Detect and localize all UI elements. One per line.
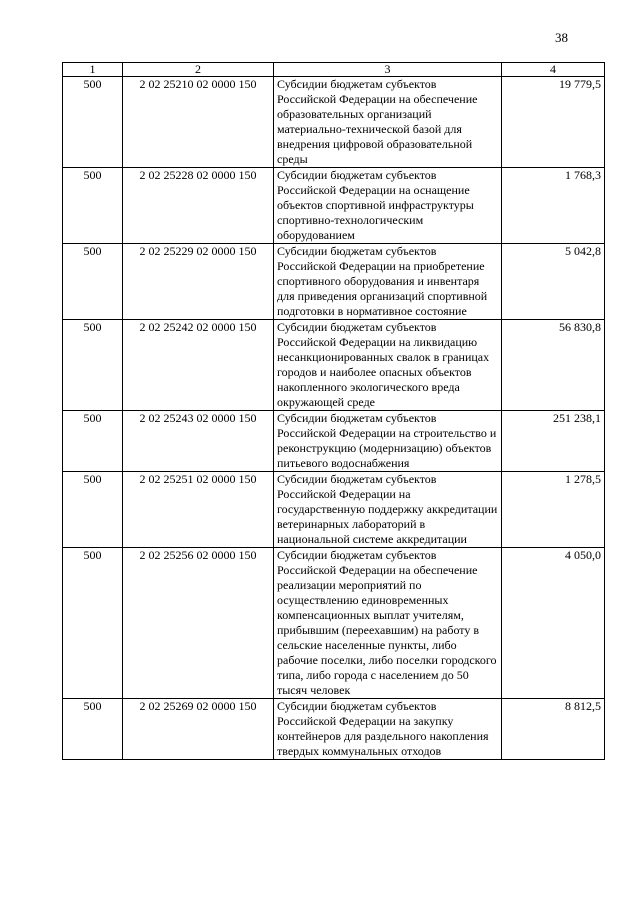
- admin-code-cell: 500: [63, 699, 123, 760]
- admin-code-cell: 500: [63, 168, 123, 244]
- description-cell: Субсидии бюджетам субъектов Российской Федерации на обеспечение образовательных организаций материально-технической базой для внедрения цифровой образовательной среды: [274, 77, 502, 168]
- budget-code-cell: 2 02 25228 02 0000 150: [123, 168, 274, 244]
- amount-cell: 5 042,8: [502, 244, 605, 320]
- table-row: [63, 472, 605, 548]
- admin-code-cell: 500: [63, 244, 123, 320]
- header-cell-name: 3: [274, 63, 502, 77]
- table-row: [63, 548, 605, 699]
- table-row: [63, 699, 605, 760]
- page-number: 38: [555, 30, 568, 45]
- amount-cell: 1 278,5: [502, 472, 605, 548]
- header-row: [63, 63, 605, 77]
- description-cell: Субсидии бюджетам субъектов Российской Федерации на оснащение объектов спортивной инфраструктуры спортивно-технологическим оборудованием: [274, 168, 502, 244]
- table-row: [63, 244, 605, 320]
- budget-code-cell: 2 02 25210 02 0000 150: [123, 77, 274, 168]
- admin-code-cell: 500: [63, 548, 123, 699]
- budget-code-cell: 2 02 25242 02 0000 150: [123, 320, 274, 411]
- table-row: [63, 77, 605, 168]
- admin-code-cell: 500: [63, 472, 123, 548]
- description-cell: Субсидии бюджетам субъектов Российской Федерации на государственную поддержку аккредитации ветеринарных лабораторий в национальной системе аккредитации: [274, 472, 502, 548]
- amount-cell: 1 768,3: [502, 168, 605, 244]
- table-row: [63, 411, 605, 472]
- budget-code-cell: 2 02 25243 02 0000 150: [123, 411, 274, 472]
- amount-cell: 8 812,5: [502, 699, 605, 760]
- header-cell-admin: 1: [63, 63, 123, 77]
- header-cell-code: 2: [123, 63, 274, 77]
- description-cell: Субсидии бюджетам субъектов Российской Федерации на ликвидацию несанкционированных свалок в границах городов и наиболее опасных объектов накопленного экологического вреда окружающей среде: [274, 320, 502, 411]
- budget-code-cell: 2 02 25251 02 0000 150: [123, 472, 274, 548]
- admin-code-cell: 500: [63, 320, 123, 411]
- table-row: [63, 320, 605, 411]
- table-row: [63, 168, 605, 244]
- budget-code-cell: 2 02 25269 02 0000 150: [123, 699, 274, 760]
- description-cell: Субсидии бюджетам субъектов Российской Федерации на строительство и реконструкцию (модернизацию) объектов питьевого водоснабжения: [274, 411, 502, 472]
- amount-cell: 251 238,1: [502, 411, 605, 472]
- description-cell: Субсидии бюджетам субъектов Российской Федерации на обеспечение реализации мероприятий по осуществлению единовременных компенсационных выплат учителям, прибывшим (переехавшим) на работу в сельские населенные пункты, либо рабочие поселки, либо поселки городского типа, либо города с населением до 50 тысяч человек: [274, 548, 502, 699]
- budget-code-cell: 2 02 25256 02 0000 150: [123, 548, 274, 699]
- amount-cell: 4 050,0: [502, 548, 605, 699]
- admin-code-cell: 500: [63, 411, 123, 472]
- description-cell: Субсидии бюджетам субъектов Российской Федерации на закупку контейнеров для раздельного накопления твердых коммунальных отходов: [274, 699, 502, 760]
- admin-code-cell: 500: [63, 77, 123, 168]
- budget-code-cell: 2 02 25229 02 0000 150: [123, 244, 274, 320]
- header-cell-sum: 4: [502, 63, 605, 77]
- budget-table: [62, 62, 605, 760]
- amount-cell: 19 779,5: [502, 77, 605, 168]
- description-cell: Субсидии бюджетам субъектов Российской Федерации на приобретение спортивного оборудования и инвентаря для приведения организаций спортивной подготовки в нормативное состояние: [274, 244, 502, 320]
- amount-cell: 56 830,8: [502, 320, 605, 411]
